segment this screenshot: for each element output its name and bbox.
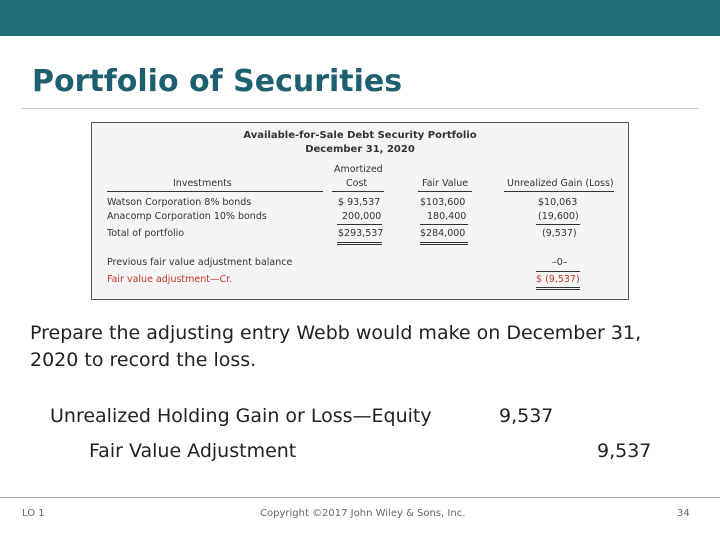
row-gain: (19,600) [538,211,579,222]
row-fair: 180,400 [427,211,467,222]
subtotal-rule [536,224,580,225]
footer-divider [0,497,720,498]
page-number: 34 [677,508,690,519]
footer-copyright: Copyright ©2017 John Wiley & Sons, Inc. [260,508,466,519]
row-label: Watson Corporation 8% bonds [107,197,252,208]
header-rule [504,191,614,192]
subtotal-rule [337,224,382,225]
header-cost: Cost [346,178,368,189]
header-amortized: Amortized [334,164,383,175]
previous-balance-value: –0– [552,257,568,268]
subtotal-rule [420,224,468,225]
question-prompt: Prepare the adjusting entry Webb would make on December 31, 2020 to record the loss. [30,322,642,371]
row-label: Anacomp Corporation 10% bonds [107,211,267,222]
header-fair-value: Fair Value [422,178,469,189]
table-date: December 31, 2020 [305,144,415,155]
title-divider [22,108,698,109]
adjustment-label: Fair value adjustment—Cr. [107,274,233,285]
previous-balance-label: Previous fair value adjustment balance [107,257,293,268]
row-fair: $103,600 [420,197,466,208]
total-rule [337,242,382,243]
footer-lo: LO 1 [22,508,45,519]
row-gain: $10,063 [538,197,578,208]
row-gain: (9,537) [542,228,577,239]
debit-account: Unrealized Holding Gain or Loss—Equity [50,405,432,427]
final-rule [536,287,580,288]
portfolio-table-figure [91,122,629,300]
total-rule [337,244,382,245]
adjustment-rule [536,271,580,272]
slide-title: Portfolio of Securities [32,64,403,99]
credit-account: Fair Value Adjustment [89,440,297,462]
header-rule [107,191,323,192]
total-rule [420,242,468,243]
adjustment-value: $ (9,537) [536,274,580,285]
header-investments: Investments [173,178,232,189]
table-title: Available-for-Sale Debt Security Portfolio [243,130,477,141]
header-rule [332,191,384,192]
final-rule [536,289,580,290]
row-cost: 200,000 [342,211,382,222]
debit-amount: 9,537 [499,405,554,427]
header-rule [418,191,472,192]
row-cost: $ 93,537 [338,197,381,208]
row-cost: $293,537 [338,228,384,239]
total-rule [420,244,468,245]
header-unrealized: Unrealized Gain (Loss) [507,178,614,189]
header-bar [0,0,720,36]
row-label: Total of portfolio [107,228,185,239]
credit-amount: 9,537 [597,440,652,462]
row-fair: $284,000 [420,228,466,239]
